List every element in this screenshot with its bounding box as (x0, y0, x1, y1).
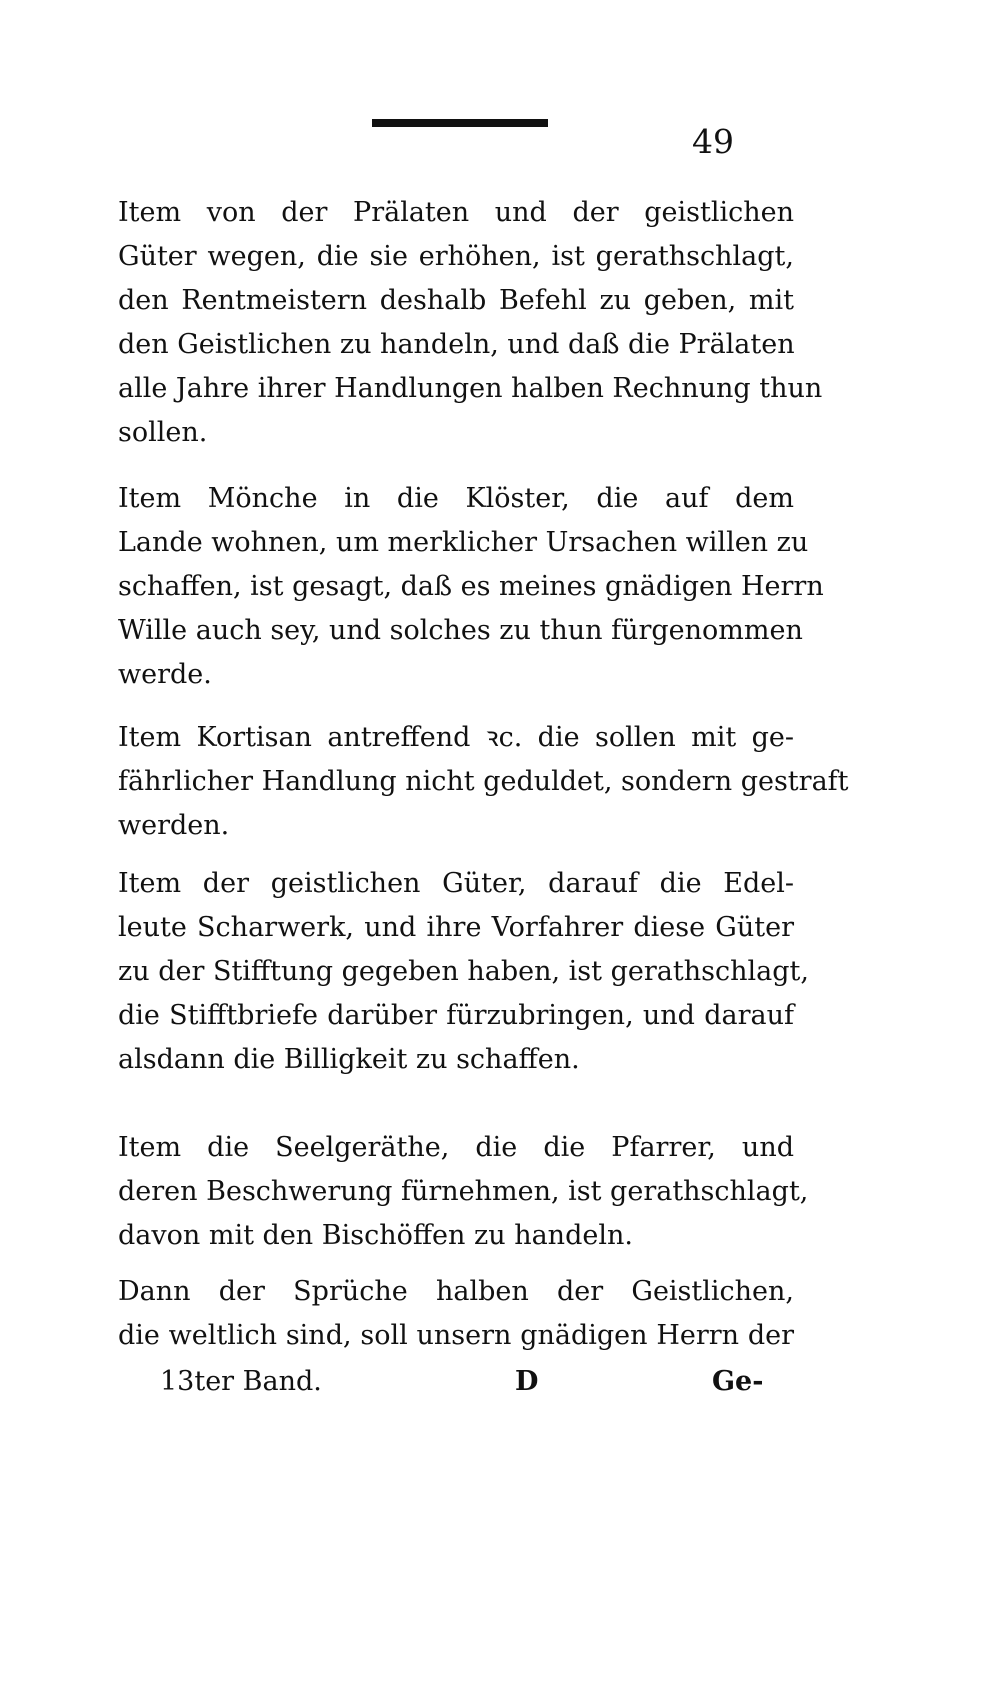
text-line: den Rentmeistern deshalb Befehl zu geben, mit (118, 285, 794, 316)
page-footer (0, 1362, 1000, 1402)
text-line: werden. (118, 810, 230, 841)
header-rule (372, 119, 548, 127)
text-line: Wille auch sey, und solches zu thun fürgenommen (118, 615, 803, 646)
text-line: Item Kortisan antreffend ꝛc. die sollen mit ge- (118, 722, 794, 753)
paragraph-moenche (118, 477, 824, 697)
text-line: den Geistlichen zu handeln, und daß die Prälaten (118, 329, 795, 360)
text-line: sollen. (118, 417, 208, 448)
text-line: Lande wohnen, um merklicher Ursachen willen zu (118, 527, 809, 558)
text-line: Item die Seelgeräthe, die die Pfarrer, und (118, 1132, 794, 1163)
text-line: Dann der Sprüche halben der Geistlichen, (118, 1276, 794, 1307)
text-line: alsdann die Billigkeit zu schaffen. (118, 1044, 580, 1075)
text-line: Güter wegen, die sie erhöhen, ist gerathschlagt, (118, 241, 794, 272)
volume-label: 13ter Band. (160, 1366, 322, 1397)
text-line: werde. (118, 659, 212, 690)
text-line: leute Scharwerk, und ihre Vorfahrer diese Güter (118, 912, 794, 943)
paragraph-sprueche (118, 1270, 794, 1358)
text-line: Item von der Prälaten und der geistlichen (118, 197, 794, 228)
signature-mark: D (515, 1366, 539, 1397)
text-line: Item der geistlichen Güter, darauf die Edel- (118, 868, 794, 899)
text-line: die weltlich sind, soll unsern gnädigen Herrn der (118, 1320, 794, 1351)
text-line: die Stifftbriefe darüber fürzubringen, und darauf (118, 1000, 794, 1031)
paragraph-seelgeraethe (118, 1126, 809, 1258)
text-line: Item Mönche in die Klöster, die auf dem (118, 483, 794, 514)
paragraph-kortisan (118, 716, 849, 848)
text-line: schaffen, ist gesagt, daß es meines gnädigen Herrn (118, 571, 824, 602)
text-line: alle Jahre ihrer Handlungen halben Rechnung thun (118, 373, 823, 404)
text-line: zu der Stifftung gegeben haben, ist gerathschlagt, (118, 956, 809, 987)
paragraph-praelaten (118, 191, 823, 455)
text-line: deren Beschwerung fürnehmen, ist gerathschlagt, (118, 1176, 809, 1207)
text-line: fährlicher Handlung nicht geduldet, sondern gestraft (118, 766, 849, 797)
paragraph-geistliche-gueter (118, 862, 809, 1082)
text-line: davon mit den Bischöffen zu handeln. (118, 1220, 633, 1251)
catchword: Ge- (712, 1366, 764, 1397)
page-number: 49 (692, 122, 734, 161)
